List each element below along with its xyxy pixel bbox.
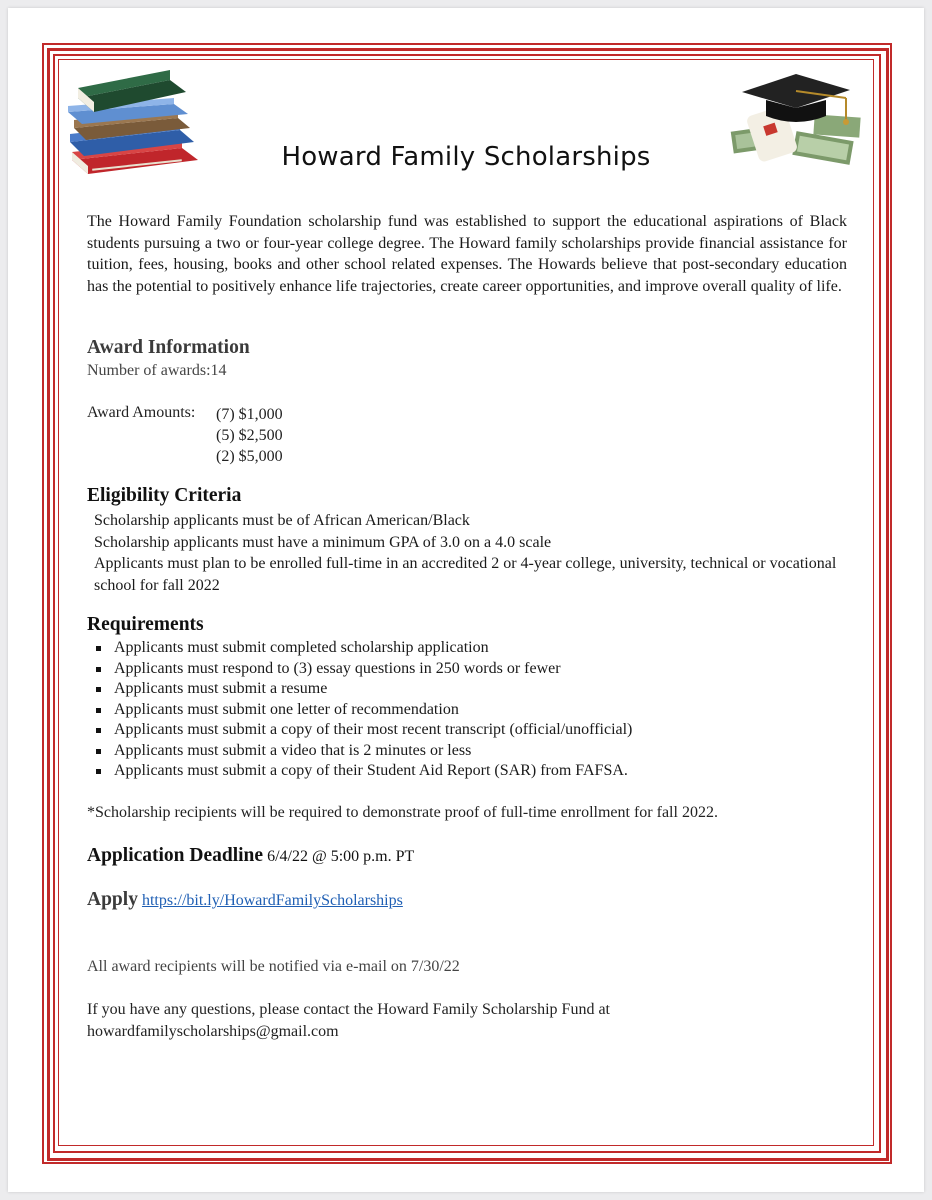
award-amount: (5) $2,500 xyxy=(216,427,283,444)
apply-label: Apply xyxy=(87,889,138,910)
requirement-item: Applicants must submit one letter of recommendation xyxy=(94,700,854,721)
contact-email: howardfamilyscholarships@gmail.com xyxy=(87,1022,339,1040)
award-amount: (2) $5,000 xyxy=(216,448,283,465)
notification-text: All award recipients will be notified via e-mail on 7/30/22 xyxy=(87,958,460,975)
application-deadline xyxy=(87,845,414,867)
eligibility-item: Scholarship applicants must be of African American/Black xyxy=(94,512,470,529)
eligibility-item: Scholarship applicants must have a minimum GPA of 3.0 on a 4.0 scale xyxy=(94,533,552,551)
requirement-item: Applicants must respond to (3) essay questions in 250 words or fewer xyxy=(94,659,854,680)
apply-link[interactable]: https://bit.ly/HowardFamilyScholarships xyxy=(141,892,403,909)
award-amounts-list xyxy=(216,404,283,467)
eligibility-list xyxy=(94,510,854,596)
contact-text: If you have any questions, please contact the Howard Family Scholarship Fund at xyxy=(87,1001,610,1018)
deadline-label: Application Deadline xyxy=(87,845,264,866)
requirement-item: Applicants must submit completed scholarship application xyxy=(94,638,854,659)
requirement-item: Applicants must submit a copy of their most recent transcript (official/unofficial) xyxy=(94,720,854,741)
requirements-heading: Requirements xyxy=(87,614,204,635)
apply-section xyxy=(87,889,403,911)
requirement-item: Applicants must submit a video that is 2 minutes or less xyxy=(94,741,854,762)
requirement-item: Applicants must submit a copy of their Student Aid Report (SAR) from FAFSA. xyxy=(94,761,854,782)
deadline-value: 6/4/22 @ 5:00 p.m. PT xyxy=(267,848,415,865)
intro-paragraph: The Howard Family Foundation scholarship fund was established to support the educational aspirations of Black students pursuing a two or four-year college degree. The Howard family scholarships provide financial assistance for tuition, fees, housing, books and other school related expenses. The Howards believe that post-secondary education has the potential to positively enhance life trajectories, create career opportunities, and improve overall quality of life. xyxy=(87,213,847,295)
enrollment-note: *Scholarship recipients will be required to demonstrate proof of full-time enrollment for fall 2022. xyxy=(87,804,718,821)
award-amount: (7) $1,000 xyxy=(216,406,283,423)
eligibility-item: Applicants must plan to be enrolled full-time in an accredited 2 or 4-year college, university, technical or vocational school for fall 2022 xyxy=(94,555,837,594)
eligibility-heading: Eligibility Criteria xyxy=(87,485,242,506)
award-amounts-label: Award Amounts: xyxy=(87,404,196,421)
number-of-awards: Number of awards:14 xyxy=(87,362,227,379)
requirement-item: Applicants must submit a resume xyxy=(94,679,854,700)
page-title: Howard Family Scholarships xyxy=(281,142,651,172)
requirements-list xyxy=(94,638,854,782)
contact-section xyxy=(87,999,847,1042)
award-heading: Award Information xyxy=(87,337,250,358)
